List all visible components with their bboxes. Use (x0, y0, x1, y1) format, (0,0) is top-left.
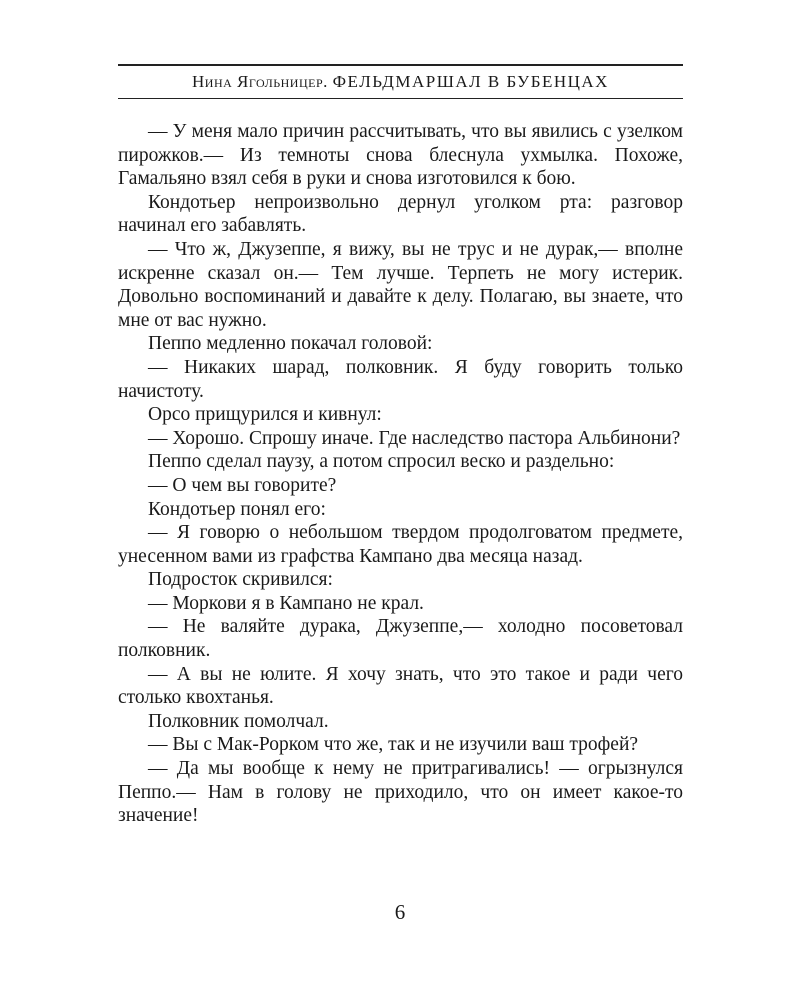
running-header (118, 72, 683, 92)
paragraph: Кондотьер понял его: (148, 498, 326, 520)
paragraph: — Хорошо. Спрошу иначе. Где наследство пастора Альбинони? (148, 427, 681, 449)
paragraph: — Не валяйте дурака, Джузеппе,— холодно посоветовал полковник. (118, 616, 683, 662)
header-rule-top (118, 64, 683, 66)
paragraph: — У меня мало причин рассчитывать, что вы явились с узелком пирожков.— Из темноты снова блеснула ухмылка. Похоже, Гамальяно взял себя в руки и снова изготовился к бою. (118, 121, 683, 190)
paragraph: — Я говорю о небольшом твердом продолговатом предмете, унесенном вами из графства Кампано два месяца назад. (118, 522, 683, 567)
paragraph: — Вы с Мак-Рорком что же, так и не изучили ваш трофей? (148, 734, 639, 756)
page-number: 6 (394, 900, 406, 924)
paragraph: Орсо прищурился и кивнул: (148, 404, 382, 426)
paragraph: Подросток скривился: (148, 569, 333, 591)
paragraph: Пеппо сделал паузу, а потом спросил веско и раздельно: (148, 451, 615, 473)
paragraph: — Да мы вообще к нему не притрагивались! — огрызнулся Пеппо.— Нам в голову не приходило, что он имеет какое-то значение! (118, 758, 683, 827)
paragraph: Пеппо медленно покачал головой: (148, 333, 433, 355)
paragraph: — Моркови я в Кампано не крал. (148, 592, 424, 614)
header-author: Нина Ягольницер. (192, 72, 328, 91)
header-rule-bottom (118, 98, 683, 99)
header-title: ФЕЛЬДМАРШАЛ В БУБЕНЦАХ (332, 72, 609, 91)
paragraph: Кондотьер непроизвольно дернул уголком рта: разговор начинал его забавлять. (118, 191, 683, 237)
body-text (118, 120, 683, 828)
paragraph: — Никаких шарад, полковник. Я буду говорить только начистоту. (118, 356, 683, 402)
paragraph: Полковник помолчал. (148, 710, 329, 732)
paragraph: — А вы не юлите. Я хочу знать, что это такое и ради чего столько квохтанья. (118, 663, 683, 709)
paragraph: — О чем вы говорите? (148, 474, 337, 496)
paragraph: — Что ж, Джузеппе, я вижу, вы не трус и не дурак,— вполне искренне сказал он.— Тем лучше. Терпеть не могу истерик. Довольно воспоминаний и давайте к делу. Полагаю, вы знаете, что мне от вас нужно. (118, 238, 683, 331)
